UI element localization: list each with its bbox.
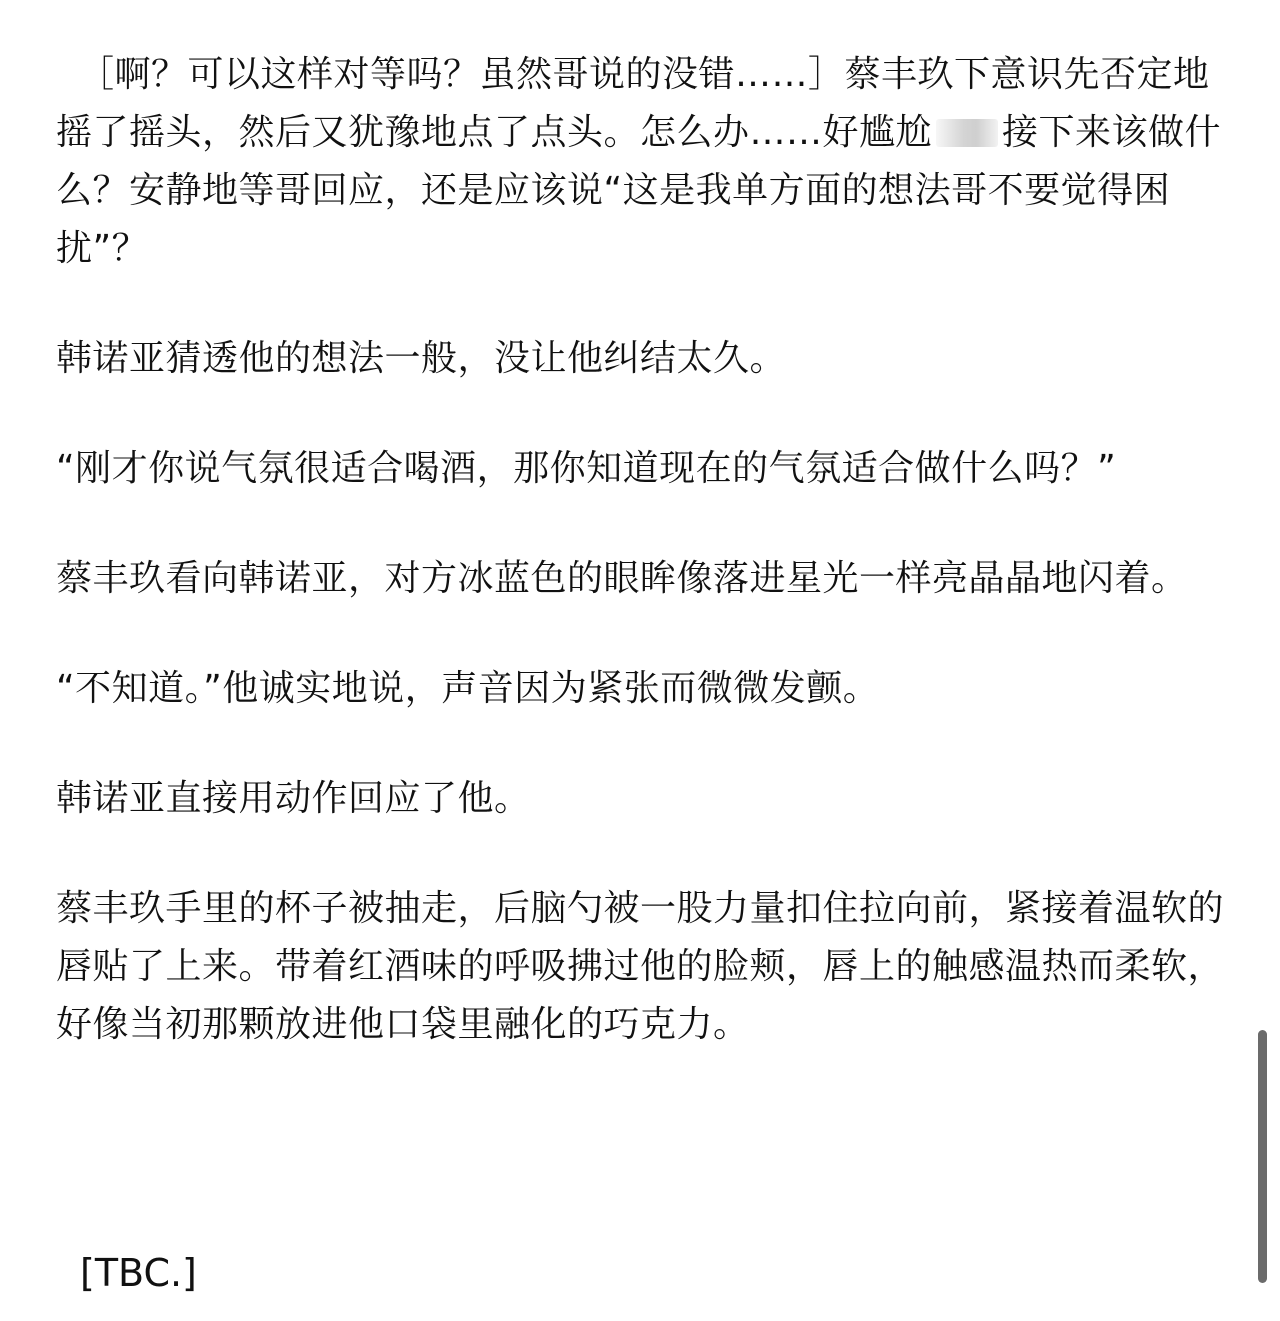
paragraph-3: “刚才你说气氛很适合喝酒，那你知道现在的气氛适合做什么吗？”	[56, 448, 1117, 489]
paragraph-1-text-b: 接下来该做什么？安静地等哥回应，还是应该说“这是我单方面的想法哥不要觉得困扰”？	[56, 112, 1222, 269]
paragraph-6: 韩诺亚直接用动作回应了他。	[56, 778, 531, 819]
paragraph-2: 韩诺亚猜透他的想法一般，没让他纠结太久。	[56, 338, 787, 379]
paragraph-1	[56, 46, 1224, 278]
paragraph-4: 蔡丰玖看向韩诺亚，对方冰蓝色的眼眸像落进星光一样亮晶晶地闪着。	[56, 558, 1188, 599]
paragraph-5: “不知道。”他诚实地说，声音因为紧张而微微发颤。	[56, 668, 880, 709]
redaction-blur	[936, 119, 998, 147]
paragraph-1-text-a: ［啊？可以这样对等吗？虽然哥说的没错……］蔡丰玖下意识先否定地摇了摇头，然后又犹豫地点了点头。怎么办……好尴尬	[56, 54, 1210, 153]
paragraph-7: 蔡丰玖手里的杯子被抽走，后脑勺被一股力量扣住拉向前，紧接着温软的唇贴了上来。带着红酒味的呼吸拂过他的脸颊，唇上的触感温热而柔软，好像当初那颗放进他口袋里融化的巧克力。	[56, 888, 1225, 1045]
to-be-continued-label: [TBC.]	[80, 1251, 197, 1295]
vertical-scrollbar[interactable]	[1258, 1030, 1267, 1283]
article-body	[56, 46, 1224, 1106]
